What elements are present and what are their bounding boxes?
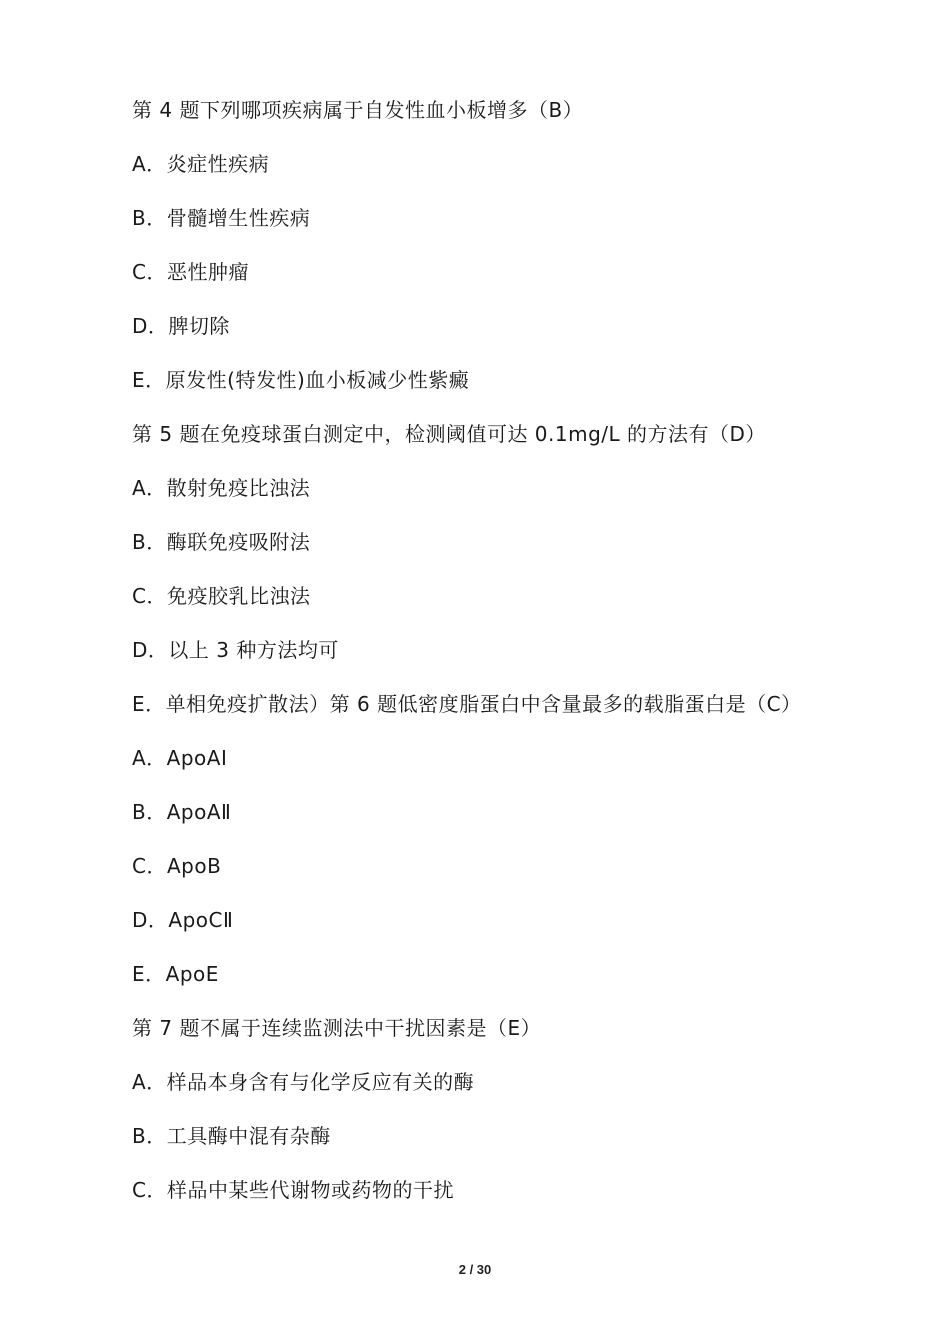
question-6-option-e: E．ApoE [132,962,219,986]
question-5-option-d: D．以上 3 种方法均可 [132,638,339,662]
question-7-option-c: C．样品中某些代谢物或药物的干扰 [132,1178,454,1202]
question-4-option-e: E．原发性(特发性)血小板减少性紫癜 [132,368,470,392]
question-5-stem: 第 5 题在免疫球蛋白测定中，检测阈值可达 0.1mg/L 的方法有（D） [132,422,766,446]
question-4-option-a: A．炎症性疾病 [132,152,270,176]
page-content [132,92,872,1226]
question-6-option-a: A．ApoAⅠ [132,746,228,770]
question-5-option-a: A．散射免疫比浊法 [132,476,311,500]
question-6-option-c: C．ApoB [132,854,222,878]
question-6-option-d: D．ApoCⅡ [132,908,234,932]
question-6-option-b: B．ApoAⅡ [132,800,232,824]
question-7-stem: 第 7 题不属于连续监测法中干扰因素是（E） [132,1016,542,1040]
question-5-option-b: B．酶联免疫吸附法 [132,530,311,554]
question-5-option-e-question-6-stem: E．单相免疫扩散法）第 6 题低密度脂蛋白中含量最多的载脂蛋白是（C） [132,692,802,716]
question-4-option-d: D．脾切除 [132,314,230,338]
question-7-option-a: A．样品本身含有与化学反应有关的酶 [132,1070,475,1094]
question-5-option-c: C．免疫胶乳比浊法 [132,584,311,608]
page-number: 2 / 30 [458,1262,492,1277]
question-7-option-b: B．工具酶中混有杂酶 [132,1124,331,1148]
question-4-option-c: C．恶性肿瘤 [132,260,249,284]
question-4-option-b: B．骨髓增生性疾病 [132,206,311,230]
question-4-stem: 第 4 题下列哪项疾病属于自发性血小板增多（B） [132,98,584,122]
